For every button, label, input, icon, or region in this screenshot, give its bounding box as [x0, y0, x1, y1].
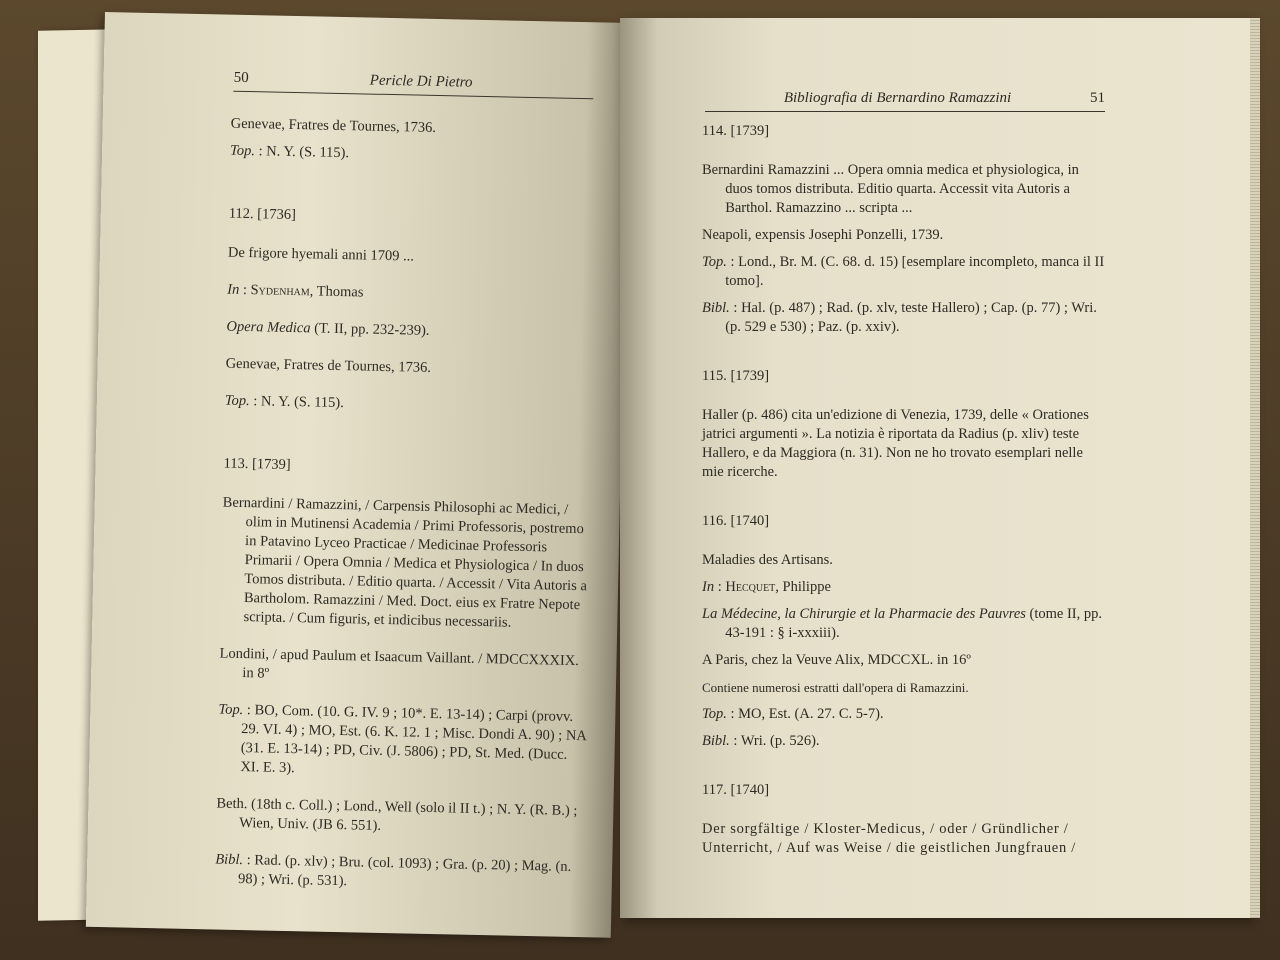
entry-116-top: Top. : MO, Est. (A. 27. C. 5-7).	[702, 706, 884, 722]
entry-115-text: Haller (p. 486) cita un'edizione di Venezia, 1739, delle « Orationes jatrici argumenti ». La notizia è riportata da Radius (p. xliv) teste Hallero, e da Maggiora (n. 31). Non ne ho trovato esemplari nelle mie ricerche.	[702, 407, 1089, 480]
entry-113-title: Bernardini / Ramazzini, / Carpensis Philosophi ac Medici, / olim in Mutinensi Academia / Primi Professoris, postremo in Patavino Lyceo Practicae / Medicinae Professoris Primarii / Opera Omnia / Medica et Physiologica / In duos Tomos distributa. / Editio quarta. / Accessit / Vita Autoris a Bartholom. Ramazzini / Med. Doct. eius ex Fratre Nepote scripta. / Cum figuris, et indicibus necessariis.	[222, 494, 588, 631]
left-running-head: Pericle Di Pietro	[369, 72, 473, 91]
entry-113-number: 113. [1739]	[223, 455, 291, 473]
entry-115-number: 115. [1739]	[702, 368, 770, 384]
page-stack-edge	[1250, 18, 1260, 918]
entry-114-top: Top. : Lond., Br. M. (C. 68. d. 15) [esemplare incompleto, manca il II tomo].	[702, 254, 1105, 289]
right-page-body	[702, 122, 1107, 876]
entry-112-publisher: Genevae, Fratres de Tournes, 1736.	[225, 355, 432, 376]
entry-114-number: 114. [1739]	[702, 123, 770, 139]
entry-112-work: Opera Medica (T. II, pp. 232-239).	[226, 318, 430, 339]
entry-113-top: Top. : BO, Com. (10. G. IV. 9 ; 10*. E. 13-14) ; Carpi (provv. 29. VI. 4) ; MO, Est. (6. K. 12. 1 ; Misc. Dondi A. 90) ; NA (31. E. 13-14) ; PD, Civ. (J. 5806) ; PD, St. Med. (Ducc. XI. E. 3).	[218, 701, 587, 777]
entry-116-in: In : Hecquet, Philippe	[702, 579, 831, 595]
continued-publisher-line: Genevae, Fratres de Tournes, 1736.	[230, 115, 437, 136]
entry-116-bibl: Bibl. : Wri. (p. 526).	[702, 733, 820, 749]
right-page-header	[705, 90, 1105, 112]
entry-114-bibl: Bibl. : Hal. (p. 487) ; Rad. (p. xlv, teste Hallero) ; Cap. (p. 77) ; Wri. (p. 529 e 530) ; Paz. (p. xxiv).	[702, 300, 1097, 335]
right-running-head: Bibliografia di Bernardino Ramazzini	[783, 90, 1012, 106]
entry-113-locations: Beth. (18th c. Coll.) ; Lond., Well (solo il II t.) ; N. Y. (R. B.) ; Wien, Univ. (JB 6. 551).	[216, 795, 578, 834]
left-page-number: 50	[233, 69, 249, 87]
entry-112-top: Top. : N. Y. (S. 115).	[224, 392, 345, 412]
entry-114-title: Bernardini Ramazzini ... Opera omnia medica et physiologica, in duos tomos distributa. Editio quarta. Accessit vita Autoris a Barthol. Ramazzino ... scripta ...	[702, 162, 1079, 216]
entry-116-title: Maladies des Artisans.	[702, 552, 833, 568]
left-page	[86, 12, 630, 938]
entry-116-note: Contiene numerosi estratti dall'opera di Ramazzini.	[702, 680, 969, 695]
entry-116-work: La Médecine, la Chirurgie et la Pharmacie des Pauvres (tome II, pp. 43-191 : § i-xxxiii).	[702, 606, 1103, 641]
entry-116-publisher: A Paris, chez la Veuve Alix, MDCCXL. in 16º	[702, 652, 971, 668]
entry-113-publisher: Londini, / apud Paulum et Isaacum Vaillant. / MDCCXXXIX. in 8º	[219, 645, 580, 682]
entry-116-number: 116. [1740]	[702, 513, 770, 529]
left-page-body	[214, 115, 601, 915]
right-page-number: 51	[1090, 90, 1105, 106]
entry-112-in: In : Sydenham, Thomas	[227, 281, 364, 301]
entry-112-title: De frigore hyemali anni 1709 ...	[227, 244, 415, 265]
entry-112-number: 112. [1736]	[228, 205, 297, 224]
continued-top-line: Top. : N. Y. (S. 115).	[229, 142, 350, 162]
entry-114-publisher: Neapoli, expensis Josephi Ponzelli, 1739.	[702, 227, 944, 243]
entry-117-number: 117. [1740]	[702, 782, 770, 798]
entry-117-title: Der sorgfältige / Kloster-Medicus, / oder / Gründlicher / Unterricht, / Auf was Weise / die geistlichen Jungfrauen /	[702, 821, 1077, 856]
entry-113-bibl: Bibl. : Rad. (p. xlv) ; Bru. (col. 1093) ; Gra. (p. 20) ; Mag. (n. 98) ; Wri. (p. 531).	[215, 851, 572, 890]
left-page-header	[233, 70, 593, 100]
right-page	[620, 18, 1250, 918]
